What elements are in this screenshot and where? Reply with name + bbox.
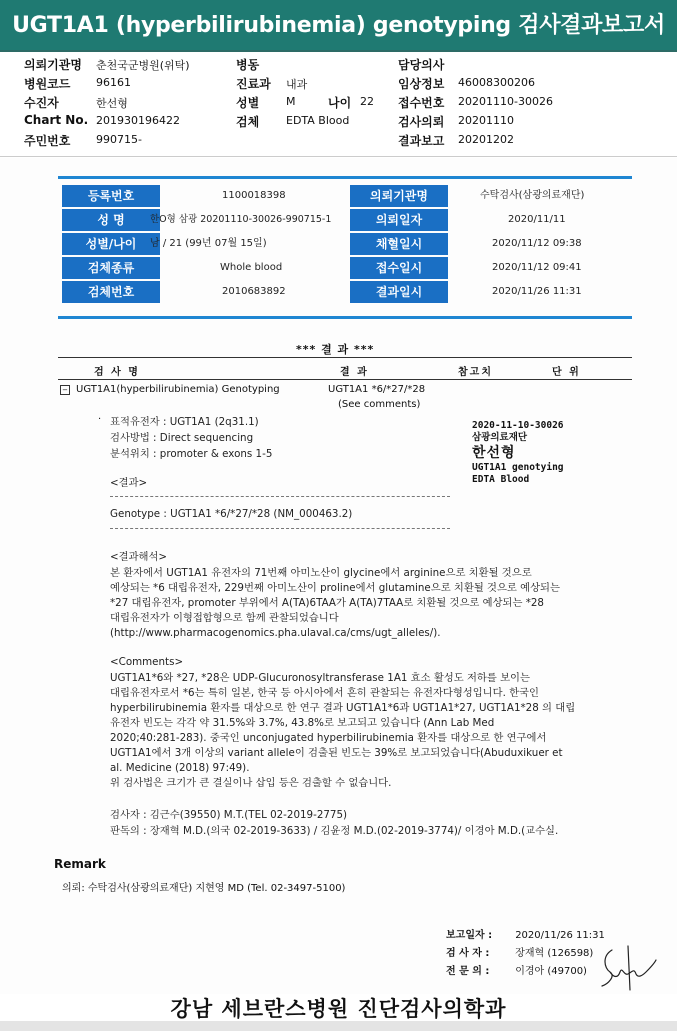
age-value: 22 bbox=[360, 95, 374, 108]
age-label: 나이 bbox=[328, 96, 352, 110]
ward-label: 병동 bbox=[236, 58, 260, 72]
report-date-value: 2020/11/26 11:31 bbox=[515, 930, 605, 941]
col-result: 결 과 bbox=[340, 367, 369, 378]
reg-label-name: 성 명 bbox=[62, 209, 160, 231]
reg-value-collection-time: 2020/11/12 09:38 bbox=[492, 238, 582, 249]
header-bottom-divider bbox=[0, 156, 677, 157]
patient-name-label: 수진자 bbox=[24, 96, 59, 110]
reg-value-name: 한O형 삼광 20201110-30026-990715-1 bbox=[150, 214, 332, 225]
footer-department: 강남 세브란스병원 진단검사의학과 bbox=[170, 997, 507, 1021]
sex-label: 성별 bbox=[236, 96, 260, 110]
reg-value-receipt-time: 2020/11/12 09:41 bbox=[492, 262, 582, 273]
reader-line: 판독의 : 장재혁 M.D.(의국 02-2019-3633) / 김윤정 M.D.(02-2019-3774)/ 이경아 M.D.(교수실. bbox=[110, 825, 559, 837]
footer-bar bbox=[0, 1021, 677, 1031]
tester-line: 검사자 : 김근수(39550) M.T.(TEL 02-2019-2775) bbox=[110, 809, 348, 821]
target-gene: 표적유전자 : UGT1A1 (2q31.1) bbox=[110, 416, 259, 428]
specialist-label: 전 문 의 : bbox=[446, 966, 490, 977]
report-date-value: 20201202 bbox=[458, 133, 514, 146]
tester-row bbox=[446, 944, 593, 959]
registration-frame-bottom bbox=[58, 316, 632, 319]
report-date-row bbox=[446, 926, 605, 941]
report-date-label: 보고일자 : bbox=[446, 930, 493, 941]
hospital-name-label: 의뢰기관명 bbox=[24, 58, 82, 72]
reg-label-request-date: 의뢰일자 bbox=[350, 209, 448, 231]
hospital-code-value: 96161 bbox=[96, 76, 131, 89]
collapse-icon: − bbox=[60, 385, 70, 395]
reg-label-institution: 의뢰기관명 bbox=[350, 185, 448, 207]
interpretation-line: *27 대립유전자, promoter 부위에서 A(TA)6TAA가 A(TA)7TAA로 치환될 것으로 예상되는 *28 bbox=[110, 597, 544, 609]
signature-image bbox=[598, 942, 658, 994]
chart-number-value: 201930196422 bbox=[96, 114, 180, 127]
reg-value-request-date: 2020/11/11 bbox=[508, 214, 566, 225]
sample-label-test: UGT1A1 genotying bbox=[472, 462, 564, 473]
reg-value-specimen-type: Whole blood bbox=[220, 262, 283, 273]
specimen-value: EDTA Blood bbox=[286, 114, 350, 127]
reg-label-specimen-no: 검체번호 bbox=[62, 281, 160, 303]
reg-label-result-time: 결과일시 bbox=[350, 281, 448, 303]
comment-line: hyperbilirubinemia 환자를 대상으로 한 연구 결과 UGT1A1*6과 UGT1A1*27, UGT1A1*28 의 대립 bbox=[110, 702, 576, 714]
hospital-code-label: 병원코드 bbox=[24, 77, 71, 91]
reg-value-sex-age: 남 / 21 (99년 07월 15일) bbox=[150, 238, 267, 249]
sample-label-id: 2020-11-10-30026 bbox=[472, 420, 564, 431]
sample-label-name: 한선형 bbox=[472, 445, 516, 461]
comment-line: UGT1A1*6와 *27, *28은 UDP-Glucuronosyltransferase 1A1 효소 활성도 저하를 보이는 bbox=[110, 672, 530, 684]
test-result-note: (See comments) bbox=[338, 399, 421, 410]
result-heading: <결과> bbox=[110, 477, 148, 489]
request-date-value: 20201110 bbox=[458, 114, 514, 127]
comment-line: 유전자 빈도는 각각 약 31.5%와 3.7%, 43.8%로 보고되고 있습니다 (Ann Lab Med bbox=[110, 717, 495, 729]
hospital-name-value: 춘천국군병원(위탁) bbox=[96, 59, 190, 72]
interpretation-line: 예상되는 *6 대립유전자, 229번째 아미노산이 proline에서 glutamine으로 치환될 것으로 예상되는 bbox=[110, 582, 560, 594]
reg-label-collection-time: 채혈일시 bbox=[350, 233, 448, 255]
registration-frame-top bbox=[58, 176, 632, 179]
sex-value: M bbox=[286, 95, 296, 108]
clinical-info-value: 46008300206 bbox=[458, 76, 535, 89]
specialist-value: 이경아 (49700) bbox=[515, 966, 587, 977]
comment-line: 위 검사법은 크기가 큰 결실이나 삽입 등은 검출할 수 없습니다. bbox=[110, 777, 392, 789]
sample-label bbox=[472, 420, 564, 486]
patient-name-value: 한선형 bbox=[96, 97, 128, 110]
dashed-rule-2 bbox=[110, 528, 450, 529]
remark-title: Remark bbox=[54, 857, 106, 871]
doctor-label: 담당의사 bbox=[398, 58, 445, 72]
resident-number-value: 990715- bbox=[96, 133, 142, 146]
receipt-number-label: 접수번호 bbox=[398, 96, 445, 110]
test-method: 검사방법 : Direct sequencing bbox=[110, 432, 254, 444]
analysis-region: 분석위치 : promoter & exons 1-5 bbox=[110, 448, 273, 460]
tester-value: 장재혁 (126598) bbox=[515, 948, 594, 959]
comments-heading: <Comments> bbox=[110, 656, 184, 668]
reg-value-institution: 수탁검사(삼광의료재단) bbox=[480, 190, 585, 201]
header-divider bbox=[0, 50, 677, 52]
results-title: *** 결 과 *** bbox=[296, 343, 375, 356]
reg-label-id: 등록번호 bbox=[62, 185, 160, 207]
interpretation-line: 대립유전자가 이형접합형으로 함께 관찰되었습니다 bbox=[110, 612, 339, 624]
resident-number-label: 주민번호 bbox=[24, 134, 71, 148]
receipt-number-value: 20201110-30026 bbox=[458, 95, 553, 108]
report-date-label: 결과보고 bbox=[398, 134, 445, 148]
results-header-rule-top bbox=[58, 357, 632, 358]
col-reference: 참고치 bbox=[458, 367, 493, 378]
test-result: UGT1A1 *6/*27/*28 bbox=[328, 384, 426, 395]
reg-value-specimen-no: 2010683892 bbox=[222, 286, 286, 297]
sample-label-lab: 삼광의료재단 bbox=[472, 432, 528, 443]
col-test-name: 검 사 명 bbox=[94, 367, 140, 378]
interpretation-line: (http://www.pharmacogenomics.pha.ulaval.ca/cms/ugt_alleles/). bbox=[110, 627, 441, 639]
comment-line: 2020;40:281-283). 중국인 unconjugated hyperbilirubinemia 환자를 대상으로 한 연구에서 bbox=[110, 732, 547, 744]
reg-value-id: 1100018398 bbox=[222, 190, 286, 201]
reg-label-sex-age: 성별/나이 bbox=[62, 233, 160, 255]
scanned-report bbox=[0, 158, 677, 994]
interpretation-line: 본 환자에서 UGT1A1 유전자의 71번째 아미노산이 glycine에서 arginine으로 치환될 것으로 bbox=[110, 567, 532, 579]
specialist-row bbox=[446, 962, 587, 977]
reg-label-receipt-time: 접수일시 bbox=[350, 257, 448, 279]
chart-number-label: Chart No. bbox=[24, 113, 89, 127]
col-unit: 단 위 bbox=[552, 367, 581, 378]
department-value: 내과 bbox=[286, 78, 308, 91]
request-date-label: 검사의뢰 bbox=[398, 115, 445, 129]
clinical-info-label: 임상정보 bbox=[398, 77, 445, 91]
interpretation-heading: <결과해석> bbox=[110, 551, 168, 563]
genotype-line: Genotype : UGT1A1 *6/*27/*28 (NM_000463.2) bbox=[110, 508, 353, 520]
reg-label-specimen-type: 검체종류 bbox=[62, 257, 160, 279]
comment-line: al. Medicine (2018) 97:49). bbox=[110, 762, 250, 774]
results-header-rule-bottom bbox=[58, 379, 632, 380]
dashed-rule-1 bbox=[110, 496, 450, 497]
reg-value-result-time: 2020/11/26 11:31 bbox=[492, 286, 582, 297]
department-label: 진료과 bbox=[236, 77, 271, 91]
report-title: UGT1A1 (hyperbilirubinemia) genotyping 검사결과보고서 bbox=[0, 0, 677, 50]
comment-line: UGT1A1에서 3개 이상의 variant allele이 검출된 빈도는 39%로 보고되었습니다(Abuduxikuer et bbox=[110, 747, 563, 759]
comment-line: 대립유전자로서 *6는 특히 일본, 한국 등 아시아에서 흔히 관찰되는 유전자다형성입니다. 한국인 bbox=[110, 687, 539, 699]
specimen-label: 검체 bbox=[236, 115, 260, 129]
sample-label-specimen: EDTA Blood bbox=[472, 474, 530, 485]
tester-label: 검 사 자 : bbox=[446, 948, 490, 959]
test-name: UGT1A1(hyperbilirubinemia) Genotyping bbox=[76, 384, 280, 395]
remark-text: 의뢰: 수탁검사(삼광의료재단) 지현영 MD (Tel. 02-3497-5100) bbox=[62, 883, 346, 894]
bullet-icon: · bbox=[98, 414, 102, 425]
